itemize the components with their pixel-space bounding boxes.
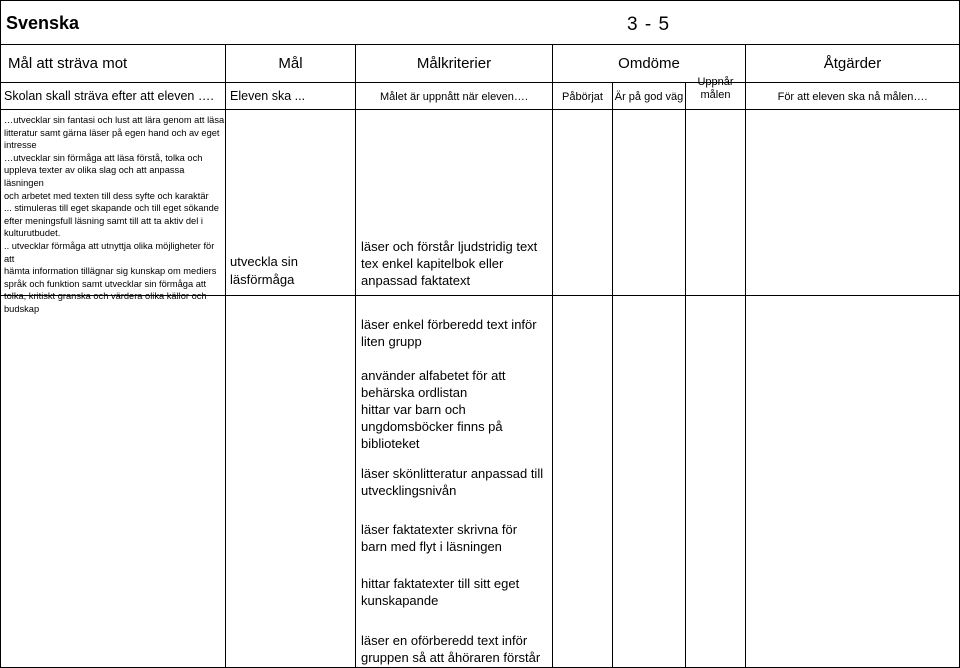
grid-line-col-onway — [685, 82, 686, 668]
goal-line: …utvecklar sin fantasi och lust att lära genom att läsa — [4, 115, 225, 125]
criteria-line: behärska ordlistan — [361, 385, 468, 400]
criteria-item — [361, 367, 506, 401]
criteria-line: liten grupp — [361, 334, 422, 349]
grid-line-col-achieved — [745, 44, 746, 668]
criteria-line: anpassad faktatext — [361, 273, 471, 288]
criteria-item — [361, 632, 540, 666]
grid-line-header-3 — [0, 109, 960, 110]
criteria-line: läser och förstår ljudstridig text — [361, 239, 538, 254]
criteria-item — [361, 575, 519, 609]
goal-line: språk och funktion samt utvecklar sin förmåga att — [4, 278, 207, 289]
criteria-line: läser en oförberedd text inför — [361, 633, 528, 648]
target-line: läsförmåga — [230, 272, 295, 287]
criteria-line: hittar var barn och — [361, 402, 466, 417]
goal-line: kulturutbudet. — [4, 228, 61, 239]
grade-range: 3 - 5 — [627, 14, 671, 35]
criteria-line: gruppen så att åhöraren förstår — [361, 650, 541, 665]
goal-line: uppleva texter av olika slag och att anpassa läsningen — [4, 165, 185, 188]
subheader-criteria: Målet är uppnått när eleven…. — [380, 91, 528, 103]
subheader-on-the-way: Är på god väg — [614, 91, 684, 103]
criteria-item — [361, 316, 537, 350]
target-line: utveckla sin — [230, 254, 298, 269]
goals-list — [4, 114, 226, 316]
subheader-achieved-line2: målen — [700, 89, 731, 101]
column-header-target: Mål — [278, 55, 303, 72]
criteria-line: utvecklingsnivån — [361, 483, 457, 498]
subheader-target: Eleven ska ... — [230, 89, 306, 103]
grid-line-header-1 — [0, 44, 960, 45]
subheader-actions: För att eleven ska nå målen…. — [777, 91, 928, 103]
goal-line: intresse — [4, 140, 37, 151]
goal-line: efter meningsfull läsning samt till att ta aktiv del i — [4, 215, 203, 226]
subject-title: Svenska — [6, 13, 80, 33]
grid-line-col-started — [612, 82, 613, 668]
criteria-line: läser enkel förberedd text inför — [361, 317, 537, 332]
criteria-line: läser skönlitteratur anpassad till — [361, 466, 544, 481]
goal-line: hämta information tillägnar sig kunskap om mediers — [4, 266, 217, 277]
goal-line: .. utvecklar förmåga att utnyttja olika möjligheter för att — [4, 240, 215, 264]
subheader-goals: Skolan skall sträva efter att eleven …. — [4, 89, 214, 103]
grid-line-header-2 — [0, 82, 960, 83]
grid-line-top — [0, 0, 960, 1]
grid-line-col-target — [355, 44, 356, 668]
criteria-line: läser faktatexter skrivna för — [361, 522, 518, 537]
goal-line: tolka, kritiskt granska och värdera olika källor och — [4, 291, 207, 302]
criteria-line: använder alfabetet för att — [361, 368, 506, 383]
criteria-item — [361, 401, 503, 452]
target-text — [230, 253, 298, 289]
goal-line: och arbetet med texten till dess syfte och karaktär — [4, 190, 209, 201]
subheader-achieved — [686, 76, 745, 102]
criteria-line: tex enkel kapitelbok eller — [361, 256, 504, 271]
goal-line: budskap — [4, 303, 40, 314]
criteria-line: hittar faktatexter till sitt eget — [361, 576, 520, 591]
criteria-line: barn med flyt i läsningen — [361, 539, 502, 554]
column-header-actions: Åtgärder — [823, 55, 882, 72]
criteria-line: biblioteket — [361, 436, 420, 451]
subheader-started: Påbörjat — [562, 91, 603, 103]
goal-line: litteratur samt gärna läser på egen hand och av eget — [4, 127, 220, 138]
goal-line: …utvecklar sin förmåga att läsa förstå, tolka och — [4, 152, 203, 163]
column-header-criteria: Målkriterier — [416, 55, 492, 72]
criteria-line: kunskapande — [361, 593, 439, 608]
goal-line: ... stimuleras till eget skapande och till eget sökande — [4, 203, 219, 214]
criteria-item — [361, 238, 537, 289]
column-header-goals: Mål att sträva mot — [8, 55, 128, 72]
criteria-line: ungdomsböcker finns på — [361, 419, 503, 434]
criteria-item — [361, 465, 543, 499]
grid-line-left — [0, 0, 1, 668]
criteria-item — [361, 521, 517, 555]
subheader-achieved-line1: Uppnår — [697, 76, 734, 88]
grid-line-col-criteria — [552, 44, 553, 668]
column-header-assessment: Omdöme — [618, 55, 680, 72]
